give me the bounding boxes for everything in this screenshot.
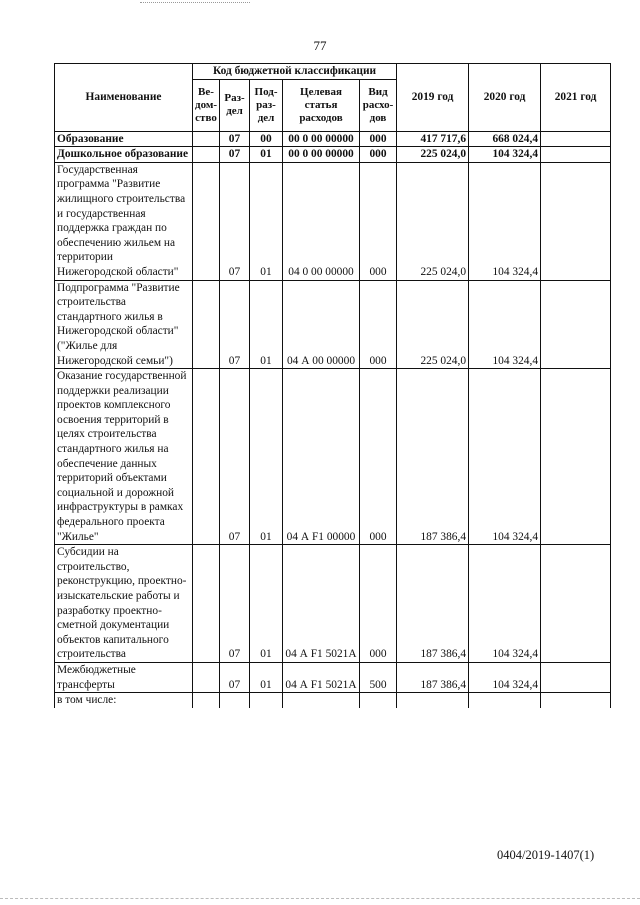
- row-ved: [193, 280, 220, 369]
- header-target: Целевая статья расходов: [283, 79, 360, 131]
- row-2021: [541, 369, 611, 545]
- row-2019: 225 024,0: [397, 162, 469, 280]
- row-name: Межбюджетные трансферты: [55, 662, 193, 692]
- row-target: 04 А F1 00000: [283, 369, 360, 545]
- row-ved: [193, 369, 220, 545]
- row-podrazdel: [250, 693, 283, 708]
- row-2021: [541, 162, 611, 280]
- row-ved: [193, 662, 220, 692]
- row-podrazdel: 01: [250, 280, 283, 369]
- row-podrazdel: 01: [250, 147, 283, 163]
- row-2019: 187 386,4: [397, 369, 469, 545]
- row-razdel: 07: [220, 162, 250, 280]
- row-2021: [541, 147, 611, 163]
- row-2020: 104 324,4: [469, 162, 541, 280]
- row-2020: 104 324,4: [469, 369, 541, 545]
- row-2020: 104 324,4: [469, 545, 541, 663]
- header-razdel: Раз-дел: [220, 79, 250, 131]
- row-target: 04 А F1 5021А: [283, 545, 360, 663]
- row-vid: 000: [360, 162, 397, 280]
- row-target: 00 0 00 00000: [283, 147, 360, 163]
- row-podrazdel: 01: [250, 545, 283, 663]
- header-vedomstvo: Ве-дом-ство: [193, 79, 220, 131]
- row-razdel: 07: [220, 369, 250, 545]
- row-vid: 500: [360, 662, 397, 692]
- document-code: 0404/2019-1407(1): [497, 848, 595, 862]
- scan-artifact-line: [140, 2, 250, 4]
- row-name: Образование: [55, 131, 193, 147]
- row-2019: 187 386,4: [397, 662, 469, 692]
- header-2019: 2019 год: [397, 64, 469, 132]
- header-code-group: Код бюджетной классификации: [193, 64, 397, 80]
- row-ved: [193, 545, 220, 663]
- row-2020: 104 324,4: [469, 662, 541, 692]
- row-2021: [541, 693, 611, 708]
- row-razdel: 07: [220, 280, 250, 369]
- row-2020: [469, 693, 541, 708]
- row-target: 04 А F1 5021А: [283, 662, 360, 692]
- row-target: [283, 693, 360, 708]
- header-podrazdel: Под-раз-дел: [250, 79, 283, 131]
- row-name: Государственная программа "Развитие жилищного строительства и государственная поддержка граждан по обеспечению жильем на территории Нижегородской области": [55, 162, 193, 280]
- row-razdel: 07: [220, 147, 250, 163]
- row-ved: [193, 693, 220, 708]
- row-2020: 104 324,4: [469, 280, 541, 369]
- row-name: Субсидии на строительство, реконструкцию, проектно-изыскательские работы и разработку проектно-сметной документации объектов капитального строительства: [55, 545, 193, 663]
- row-razdel: 07: [220, 131, 250, 147]
- row-2020: 668 024,4: [469, 131, 541, 147]
- row-ved: [193, 147, 220, 163]
- row-ved: [193, 131, 220, 147]
- row-vid: 000: [360, 147, 397, 163]
- row-2021: [541, 662, 611, 692]
- row-target: 04 0 00 00000: [283, 162, 360, 280]
- header-vid: Вид расхо-дов: [360, 79, 397, 131]
- row-2019: 187 386,4: [397, 545, 469, 663]
- header-2020: 2020 год: [469, 64, 541, 132]
- row-name: Оказание государственной поддержки реализации проектов комплексного освоения территорий в целях строительства стандартного жилья на обеспечение данных территорий объектами социальной и дорожной инфраструктуры в рамках федерального проекта "Жилье": [55, 369, 193, 545]
- row-name: Подпрограмма "Развитие строительства стандартного жилья в Нижегородской области" ("Жилье для Нижегородской семьи"): [55, 280, 193, 369]
- page-number: 77: [313, 38, 327, 53]
- header-2021: 2021 год: [541, 64, 611, 132]
- scan-artifact-line: [0, 898, 640, 900]
- row-name: в том числе:: [55, 693, 193, 708]
- row-2021: [541, 545, 611, 663]
- header-name: Наименование: [55, 64, 193, 132]
- row-podrazdel: 00: [250, 131, 283, 147]
- row-podrazdel: 01: [250, 369, 283, 545]
- row-vid: 000: [360, 545, 397, 663]
- row-podrazdel: 01: [250, 662, 283, 692]
- row-2019: 225 024,0: [397, 280, 469, 369]
- row-razdel: 07: [220, 662, 250, 692]
- row-vid: 000: [360, 280, 397, 369]
- row-2021: [541, 131, 611, 147]
- row-razdel: 07: [220, 545, 250, 663]
- row-vid: [360, 693, 397, 708]
- row-2019: 225 024,0: [397, 147, 469, 163]
- budget-table: [54, 63, 611, 708]
- row-2019: 417 717,6: [397, 131, 469, 147]
- row-2020: 104 324,4: [469, 147, 541, 163]
- row-ved: [193, 162, 220, 280]
- row-2019: [397, 693, 469, 708]
- row-target: 00 0 00 00000: [283, 131, 360, 147]
- row-2021: [541, 280, 611, 369]
- row-podrazdel: 01: [250, 162, 283, 280]
- row-vid: 000: [360, 131, 397, 147]
- row-target: 04 А 00 00000: [283, 280, 360, 369]
- row-vid: 000: [360, 369, 397, 545]
- row-razdel: [220, 693, 250, 708]
- row-name: Дошкольное образование: [55, 147, 193, 163]
